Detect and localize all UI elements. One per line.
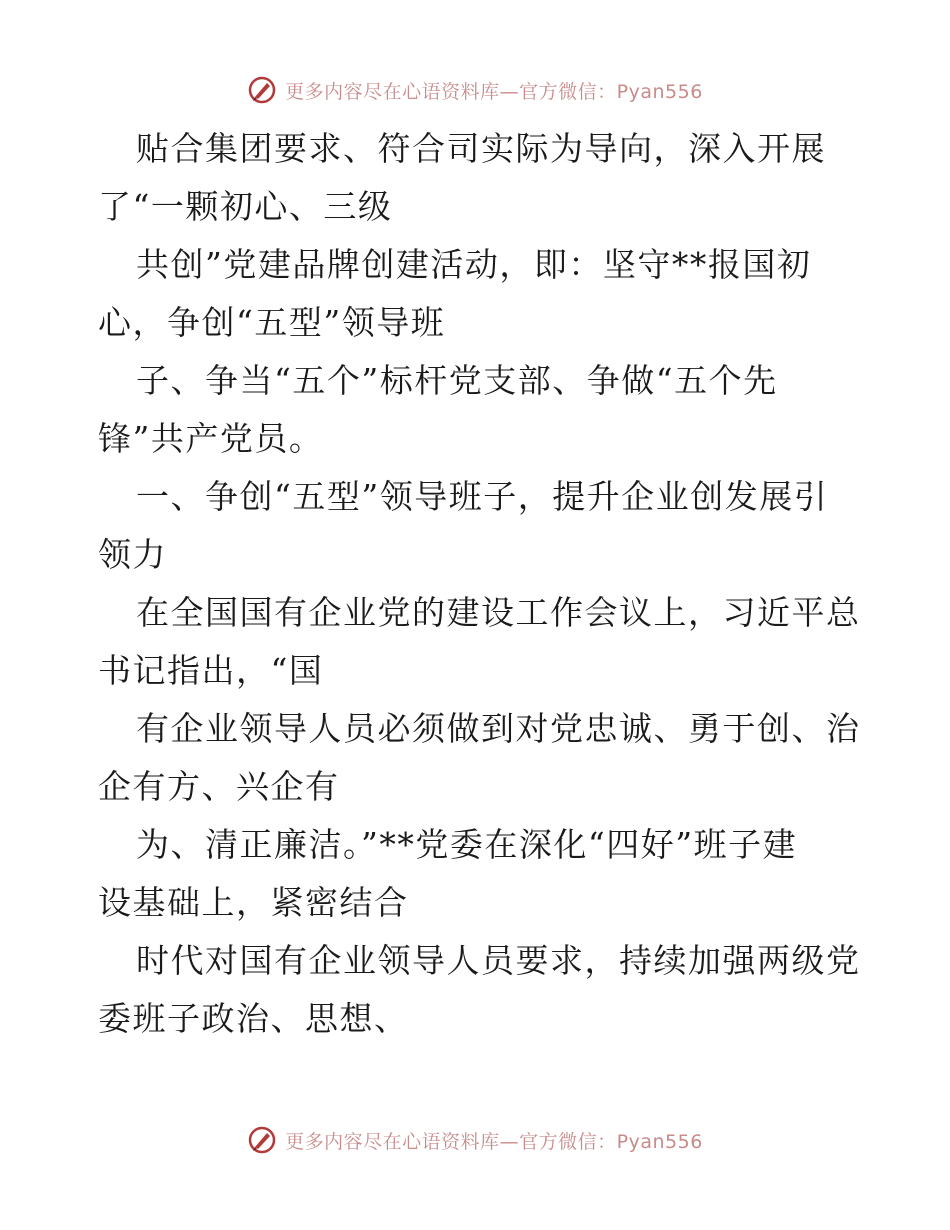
text-line: 在全国国有企业党的建设工作会议上，习近平总 [136,593,861,632]
text-line: 企有方、兴企有 [98,767,340,806]
text-line: 锋”共产党员。 [98,419,324,458]
watermark-text: 更多内容尽在心语资料库—官方微信：Pyan556 [285,1130,703,1153]
document-body [98,120,861,1048]
text-line: 设基础上，紧密结合 [98,883,409,922]
text-line: 了“一颗初心、三级 [98,187,393,226]
pen-logo-icon [247,75,277,105]
text-line: 书记指出，“国 [98,651,324,690]
text-line: 子、争当“五个”标杆党支部、争做“五个先 [136,361,778,400]
text-line: 有企业领导人员必须做到对党忠诚、勇于创、治 [136,709,861,748]
pen-logo-icon [247,1125,277,1155]
watermark-footer [0,1122,950,1158]
watermark-text: 更多内容尽在心语资料库—官方微信：Pyan556 [285,80,703,103]
text-line: 领力 [98,535,167,574]
text-line: 为、清正廉洁。”**党委在深化“四好”班子建 [136,825,798,864]
text-line: 贴合集团要求、符合司实际为导向，深入开展 [136,129,826,168]
watermark-header [0,72,950,108]
text-line: 委班子政治、思想、 [98,999,409,1038]
text-line: 时代对国有企业领导人员要求，持续加强两级党 [136,941,861,980]
text-line: 心，争创“五型”领导班 [98,303,446,342]
text-line: 共创”党建品牌创建活动，即：坚守**报国初 [136,245,812,284]
text-line: 一、争创“五型”领导班子，提升企业创发展引 [136,477,829,516]
